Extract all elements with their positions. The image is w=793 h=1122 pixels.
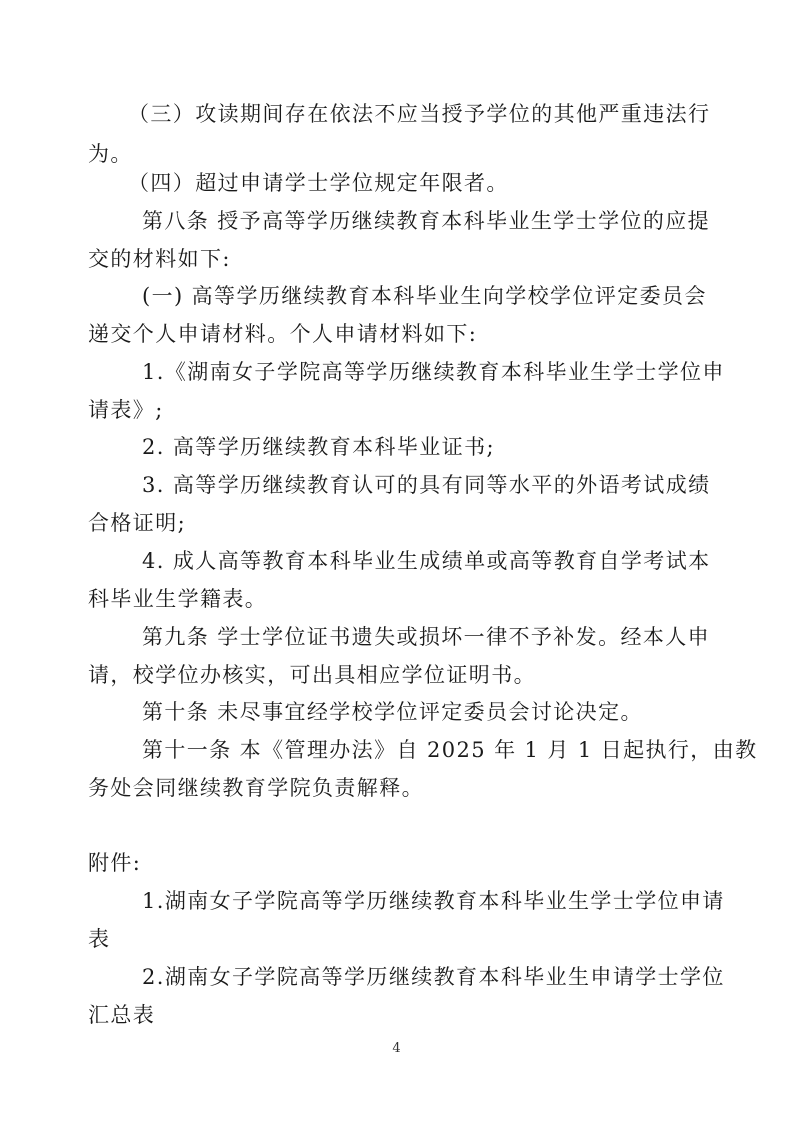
clause-11: 第十一条 本《管理办法》自 2025 年 1 月 1 日起执行，由教 [142, 738, 758, 762]
material-1: 1.《湖南女子学院高等学历继续教育本科毕业生学士学位申 [142, 360, 725, 384]
material-4: 4. 成人高等教育本科毕业生成绩单或高等教育自学考试本 [142, 549, 711, 573]
attachment-1: 1.湖南女子学院高等学历继续教育本科毕业生学士学位申请 [142, 889, 725, 913]
material-4-cont: 科毕业生学籍表。 [88, 587, 268, 611]
clause-10: 第十条 未尽事宜经学校学位评定委员会讨论决定。 [142, 700, 643, 724]
clause-7-item-3: （三）攻读期间存在依法不应当授予学位的其他严重违法行 [128, 102, 711, 126]
clause-8-item-1: (一) 高等学历继续教育本科毕业生向学校学位评定委员会 [142, 284, 707, 308]
clause-8-item-1-cont: 递交个人申请材料。个人申请材料如下: [88, 322, 478, 346]
page-number: 4 [392, 1041, 401, 1056]
clause-8-cont: 交的材料如下: [88, 247, 231, 271]
attachments-heading: 附件: [88, 851, 142, 875]
clause-7-item-4: （四）超过申请学士学位规定年限者。 [128, 171, 509, 195]
attachment-2-cont: 汇总表 [88, 1003, 156, 1027]
material-2: 2. 高等学历继续教育本科毕业证书; [142, 435, 495, 459]
attachment-1-cont: 表 [88, 927, 111, 951]
attachment-2: 2.湖南女子学院高等学历继续教育本科毕业生申请学士学位 [142, 965, 725, 989]
clause-8: 第八条 授予高等学历继续教育本科毕业生学士学位的应提 [142, 209, 711, 233]
clause-9: 第九条 学士学位证书遗失或损坏一律不予补发。经本人申 [142, 625, 711, 649]
clause-9-cont: 请，校学位办核实，可出具相应学位证明书。 [88, 663, 536, 687]
material-3: 3. 高等学历继续教育认可的具有同等水平的外语考试成绩 [142, 473, 711, 497]
material-3-cont: 合格证明; [88, 511, 187, 535]
clause-11-cont: 务处会同继续教育学院负责解释。 [88, 776, 424, 800]
material-1-cont: 请表》; [88, 398, 164, 422]
clause-7-item-3-cont: 为。 [88, 142, 133, 166]
